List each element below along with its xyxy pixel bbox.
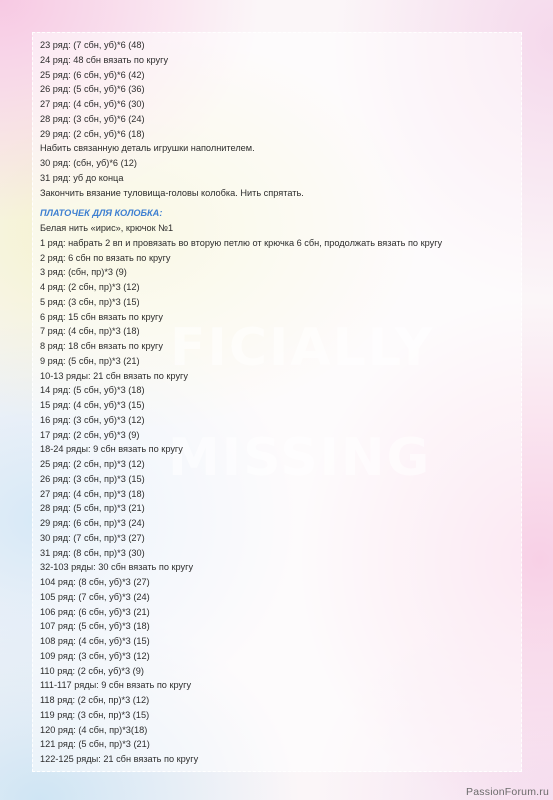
text-line: 7 ряд: (4 сбн, пр)*3 (18)	[40, 326, 140, 337]
text-line: 110 ряд: (2 сбн, уб)*3 (9)	[40, 665, 144, 676]
text-line: 30 ряд: (сбн, уб)*6 (12)	[40, 158, 137, 168]
text-line: 107 ряд: (5 сбн, уб)*3 (18)	[40, 621, 150, 632]
text-line: 29 ряд: (6 сбн, пр)*3 (24)	[40, 518, 145, 528]
text-line: 119 ряд: (3 сбн, пр)*3 (15)	[40, 709, 150, 720]
text-line: 25 ряд: (2 сбн, пр)*3 (12)	[40, 459, 145, 469]
text-line: 31 ряд: (8 сбн, пр)*3 (30)	[40, 547, 145, 558]
section-heading: ПЛАТОЧЕК ДЛЯ КОЛОБКА:	[40, 208, 163, 219]
text-line: 27 ряд: (4 сбн, пр)*3 (18)	[40, 488, 145, 499]
text-line: 109 ряд: (3 сбн, уб)*3 (12)	[40, 650, 150, 661]
text-line: 118 ряд: (2 сбн, пр)*3 (12)	[40, 695, 150, 705]
text-line: 29 ряд: (2 сбн, уб)*6 (18)	[40, 128, 145, 139]
text-line: 8 ряд: 18 сбн вязать по кругу	[40, 341, 163, 351]
text-line: 15 ряд: (4 сбн, уб)*3 (15)	[40, 400, 145, 410]
text-line: 26 ряд: (5 сбн, уб)*6 (36)	[40, 84, 145, 95]
text-line: Набить связанную деталь игрушки наполнителем.	[40, 143, 255, 154]
text-line: 17 ряд: (2 сбн, уб)*3 (9)	[40, 429, 140, 440]
text-line: 111-117 ряды: 9 сбн вязать по кругу	[40, 680, 192, 691]
text-line: 18-24 ряды: 9 сбн вязать по кругу	[40, 444, 183, 455]
text-line: 104 ряд: (8 сбн, уб)*3 (27)	[40, 577, 150, 587]
text-line: 5 ряд: (3 сбн, пр)*3 (15)	[40, 296, 140, 307]
text-line: 28 ряд: (3 сбн, уб)*6 (24)	[40, 113, 145, 124]
text-line: 3 ряд: (сбн, пр)*3 (9)	[40, 267, 127, 278]
text-line: 10-13 ряды: 21 сбн вязать по кругу	[40, 370, 188, 381]
text-line: 32-103 ряды: 30 сбн вязать по кругу	[40, 562, 194, 573]
text-line: Белая нить «ирис», крючок №1	[40, 223, 174, 233]
pattern-text	[40, 38, 533, 767]
text-line: 31 ряд: уб до конца	[40, 172, 124, 183]
text-line: 24 ряд: 48 сбн вязать по кругу	[40, 54, 169, 65]
text-line: 121 ряд: (5 сбн, пр)*3 (21)	[40, 739, 150, 750]
text-line: 105 ряд: (7 сбн, уб)*3 (24)	[40, 591, 150, 602]
site-credit: PassionForum.ru	[466, 786, 549, 798]
text-line: 14 ряд: (5 сбн, уб)*3 (18)	[40, 385, 145, 396]
text-line: Закончить вязание туловища-головы колобка. Нить спрятать.	[40, 187, 304, 198]
text-line: 16 ряд: (3 сбн, уб)*3 (12)	[40, 414, 145, 425]
text-line: 106 ряд: (6 сбн, уб)*3 (21)	[40, 606, 150, 617]
text-line: 30 ряд: (7 сбн, пр)*3 (27)	[40, 532, 145, 543]
text-line: 120 ряд: (4 сбн, пр)*3(18)	[40, 724, 148, 735]
text-line: 108 ряд: (4 сбн, уб)*3 (15)	[40, 636, 150, 646]
text-line: 27 ряд: (4 сбн, уб)*6 (30)	[40, 99, 145, 109]
text-line: 2 ряд: 6 сбн по вязать по кругу	[40, 252, 171, 263]
text-line: 6 ряд: 15 сбн вязать по кругу	[40, 311, 163, 322]
text-line: 122-125 ряды: 21 сбн вязать по кругу	[40, 754, 199, 764]
watermark-line-2: MISSING	[168, 428, 432, 488]
text-line: 26 ряд: (3 сбн, пр)*3 (15)	[40, 473, 145, 484]
text-line: 9 ряд: (5 сбн, пр)*3 (21)	[40, 355, 140, 366]
text-line: 4 ряд: (2 сбн, пр)*3 (12)	[40, 282, 140, 292]
watermark-line-1: FICIALLY	[170, 318, 435, 378]
text-line: 1 ряд: набрать 2 вп и провязать во вторую петлю от крючка 6 сбн, продолжать вязать по кругу	[40, 237, 443, 248]
text-line: 23 ряд: (7 сбн, уб)*6 (48)	[40, 40, 145, 50]
text-line: 25 ряд: (6 сбн, уб)*6 (42)	[40, 69, 145, 80]
text-line: 28 ряд: (5 сбн, пр)*3 (21)	[40, 503, 145, 514]
